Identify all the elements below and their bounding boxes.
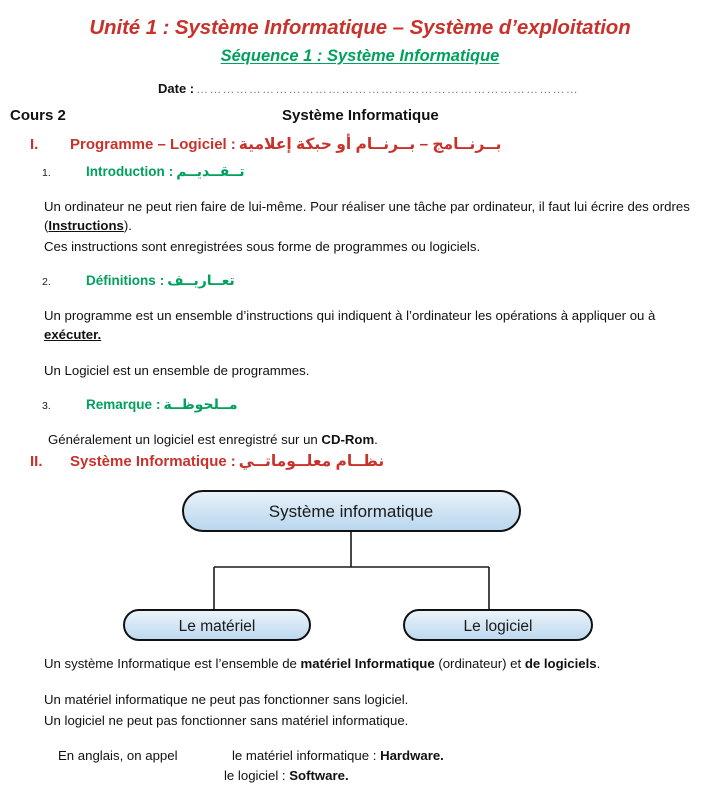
paragraph-intro-2: Ces instructions sont enregistrées sous forme de programmes ou logiciels. [44, 238, 481, 254]
term-cd-rom: CD-Rom [321, 432, 375, 448]
course-topic: Système Informatique [282, 106, 439, 124]
english-row-hardware-text: le matériel informatique : [232, 747, 381, 763]
term-software: Software. [289, 767, 349, 783]
subsection-separator-3: : [156, 397, 161, 413]
paragraph-system-2: Un matériel informatique ne peut pas fonctionner sans logiciel. [44, 691, 409, 707]
english-row-software [224, 766, 349, 786]
diagram-connectors [214, 531, 489, 610]
diagram-left-label: Le matériel [178, 617, 256, 635]
page-subtitle-text: Séquence 1 : Système Informatique [220, 46, 500, 65]
diagram-node-software [404, 610, 592, 640]
section-separator-2: : [230, 452, 236, 470]
subsection-title-arabic-3: مــلحوظــة [163, 396, 238, 413]
subsection-number-3: 3. [42, 400, 51, 413]
paragraph-definition-1-part-a: Un programme est un ensemble d’instructions qui indiquent à l’ordinateur les opérations à appliquer ou à [44, 307, 656, 323]
paragraph-system-1 [0, 654, 720, 673]
paragraph-intro-1 [0, 197, 720, 235]
paragraph-system-3: Un logiciel ne peut pas fonctionner sans matériel informatique. [44, 712, 409, 728]
term-instructions: Instructions [48, 217, 124, 233]
section-title-arabic-2: نظــام معلــوماتــي [238, 452, 385, 470]
page-subtitle [0, 40, 720, 66]
subsection-number-2: 2. [42, 275, 51, 288]
diagram-node-hardware [124, 610, 310, 640]
diagram-node-root [183, 491, 520, 531]
subsection-separator-1: : [168, 163, 174, 179]
subsection-title-arabic-2: تعــاريــف [167, 271, 235, 288]
term-de-logiciels: de logiciels [524, 655, 597, 671]
subsection-title-1: Introduction [86, 163, 165, 179]
diagram-right-label: Le logiciel [463, 617, 533, 635]
paragraph-remark-1-part-a: Généralement un logiciel est enregistré sur un [48, 432, 322, 448]
system-diagram [0, 479, 720, 654]
english-terms-block [0, 746, 720, 790]
subsection-title-3: Remarque [86, 397, 153, 413]
section-number-1: I. [30, 135, 39, 153]
section-heading-1 [0, 135, 720, 154]
paragraph-definition-2: Un Logiciel est un ensemble de programmes. [44, 363, 310, 379]
paragraph-remark-1-part-c: . [374, 432, 378, 448]
date-label: Date : [158, 80, 195, 96]
subsection-heading-1 [0, 163, 720, 180]
subsection-title-arabic-1: تــقــديــم [176, 162, 245, 179]
section-title-arabic-1: بــرنــامج – بــرنــام أو حبكة إعلامية [238, 135, 502, 153]
date-blank-dots: …………………………………………………………………………… [196, 81, 579, 96]
paragraph-remark-1 [0, 430, 720, 449]
term-materiel-informatique: matériel Informatique [300, 655, 435, 671]
paragraph-system-1-part-c: (ordinateur) et [434, 655, 525, 671]
diagram-svg [0, 479, 720, 654]
subsection-separator-2: : [159, 272, 165, 288]
subsection-heading-2 [0, 272, 720, 289]
english-row-software-text: le logiciel : [224, 767, 290, 783]
subsection-title-2: Définitions [86, 272, 156, 288]
term-executer: exécuter. [44, 327, 102, 343]
paragraph-system-1-part-a: Un système Informatique est l’ensemble de [44, 655, 301, 671]
paragraph-system-1-part-e: . [596, 655, 601, 671]
section-number-2: II. [30, 452, 43, 470]
paragraph-intro-1-part-c: ). [123, 217, 132, 233]
section-heading-2 [0, 452, 720, 471]
english-lead-text: En anglais, on appel [58, 747, 178, 763]
term-hardware: Hardware. [380, 747, 444, 763]
subsection-heading-3 [0, 396, 720, 413]
subsection-number-1: 1. [42, 166, 51, 179]
page-title: Unité 1 : Système Informatique – Système d’exploitation [89, 16, 631, 39]
section-title-2: Système Informatique [70, 452, 227, 470]
section-separator-1: : [230, 135, 236, 153]
course-header-row [0, 107, 720, 129]
paragraph-intro-1-part-a: Un ordinateur ne peut rien faire de lui-même. Pour réaliser une tâche par ordinateur, il faut lui écrire des ordres ( [44, 198, 690, 233]
section-title-1: Programme – Logiciel [70, 135, 227, 153]
course-number: Cours 2 [10, 106, 66, 124]
paragraph-definition-1 [0, 306, 720, 344]
diagram-root-label: Système informatique [268, 501, 434, 521]
english-row-hardware [232, 746, 444, 766]
date-field [0, 81, 720, 96]
